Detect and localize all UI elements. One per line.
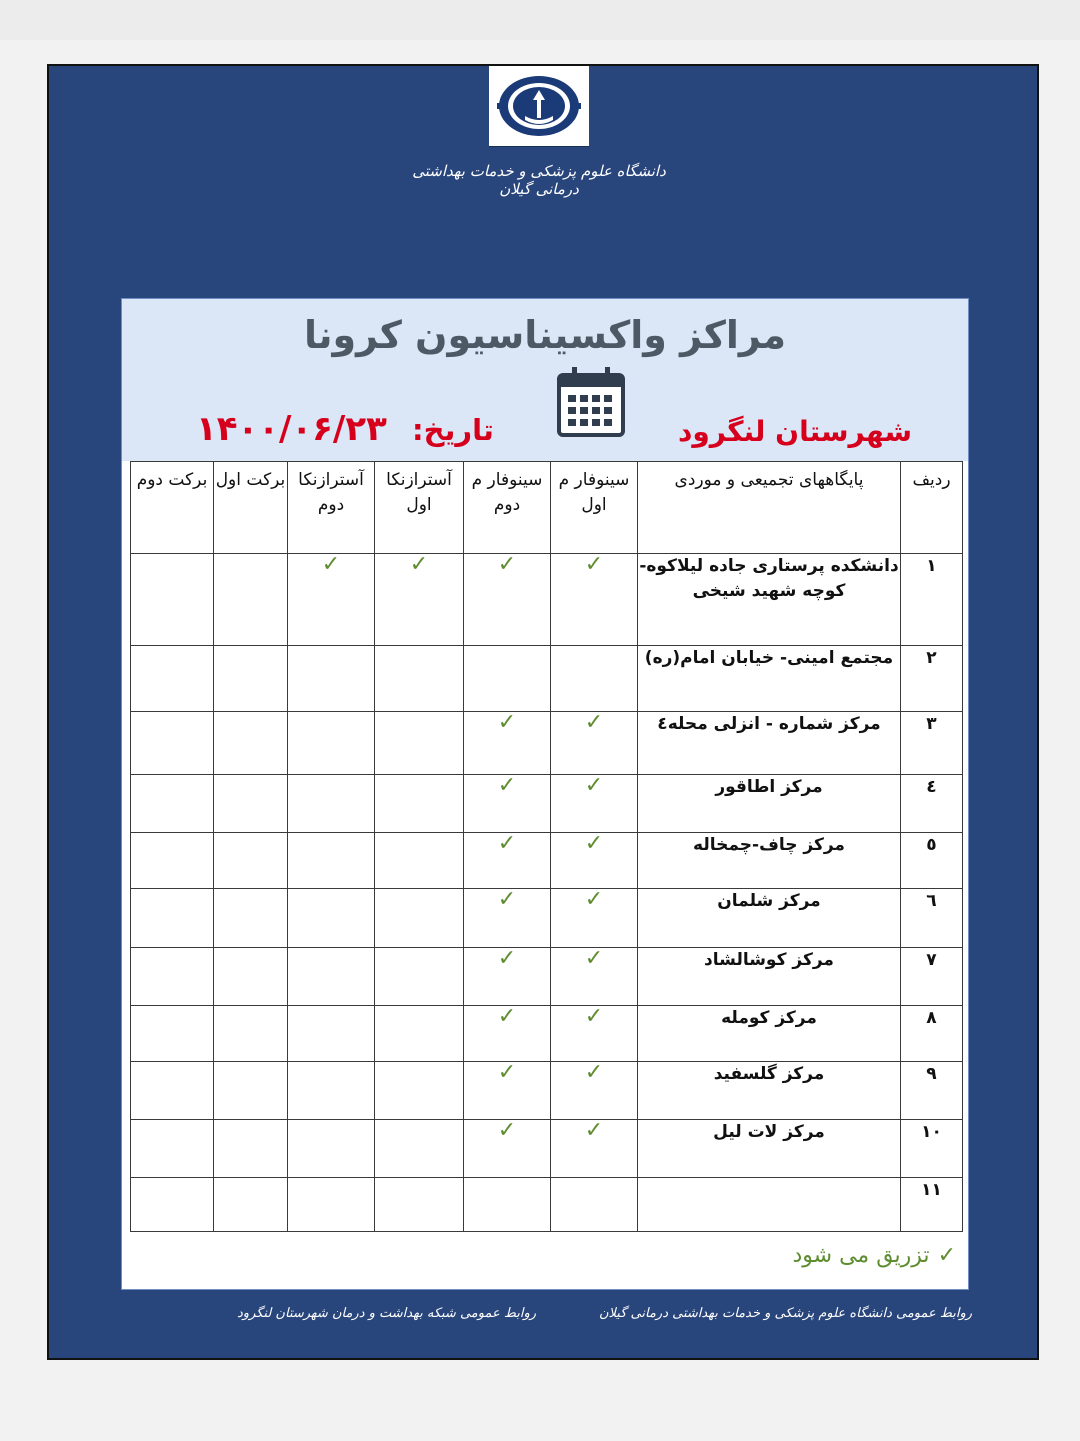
check-icon: ✓ — [497, 887, 517, 912]
barekat-first-cell — [214, 833, 288, 889]
site-name: مرکز شماره - انزلی محله٤ — [638, 712, 901, 775]
astrazeneca-first-cell — [375, 1120, 464, 1178]
row-number: ۱ — [901, 554, 963, 646]
row-number: ٤ — [901, 775, 963, 833]
header-astrazeneca-first: آسترازنکا اول — [375, 462, 464, 554]
footer-network-pr: روابط عمومی شبکه بهداشت و درمان شهرستان لنگرود — [237, 1306, 537, 1321]
header-astrazeneca-second: آسترازنکا دوم — [288, 462, 375, 554]
calendar-icon — [556, 365, 626, 439]
check-icon: ✓ — [584, 1060, 604, 1085]
table-row — [131, 1178, 963, 1232]
sinopharm-second-cell — [464, 646, 551, 712]
site-name: دانشکده پرستاری جاده لیلاکوه- کوچه شهید شیخی — [638, 554, 901, 646]
check-icon: ✓ — [584, 831, 604, 856]
barekat-first-cell — [214, 775, 288, 833]
barekat-first-cell — [214, 1178, 288, 1232]
astrazeneca-first-cell — [375, 1178, 464, 1232]
city-name: شهرستان لنگرود — [678, 415, 912, 448]
astrazeneca-first-cell — [375, 554, 464, 646]
barekat-first-cell — [214, 554, 288, 646]
check-icon: ✓ — [937, 1243, 956, 1268]
table-row — [131, 948, 963, 1006]
poster — [47, 64, 1039, 1360]
astrazeneca-first-cell — [375, 712, 464, 775]
university-emblem-icon — [489, 66, 589, 146]
astrazeneca-second-cell — [288, 948, 375, 1006]
sinopharm-second-cell — [464, 833, 551, 889]
row-number: ۲ — [901, 646, 963, 712]
check-icon: ✓ — [497, 710, 517, 735]
astrazeneca-second-cell — [288, 833, 375, 889]
footer-university-pr: روابط عمومی دانشگاه علوم پزشکی و خدمات بهداشتی درمانی گیلان — [599, 1306, 973, 1321]
site-name: مجتمع امینی- خیابان امام(ره) — [638, 646, 901, 712]
row-number: ۳ — [901, 712, 963, 775]
header-sinopharm-first: سینوفار م اول — [551, 462, 638, 554]
astrazeneca-second-cell — [288, 1006, 375, 1062]
sinopharm-first-cell — [551, 646, 638, 712]
sinopharm-first-cell — [551, 554, 638, 646]
row-number: ۸ — [901, 1006, 963, 1062]
sinopharm-second-cell — [464, 889, 551, 948]
astrazeneca-second-cell — [288, 712, 375, 775]
check-icon: ✓ — [497, 773, 517, 798]
table-row — [131, 1006, 963, 1062]
barekat-second-cell — [131, 775, 214, 833]
page-title: مراکز واکسیناسیون کرونا — [303, 313, 787, 357]
sinopharm-second-cell — [464, 1178, 551, 1232]
site-name: مرکز چاف-چمخاله — [638, 833, 901, 889]
sinopharm-first-cell — [551, 1120, 638, 1178]
sinopharm-second-cell — [464, 1062, 551, 1120]
check-icon: ✓ — [584, 887, 604, 912]
barekat-second-cell — [131, 1120, 214, 1178]
table-row — [131, 554, 963, 646]
check-icon: ✓ — [497, 552, 517, 577]
row-number: ۱۰ — [901, 1120, 963, 1178]
header-band — [122, 299, 968, 461]
row-number: ۱۱ — [901, 1178, 963, 1232]
astrazeneca-first-cell — [375, 1006, 464, 1062]
header-row-number: ردیف — [901, 462, 963, 554]
astrazeneca-second-cell — [288, 646, 375, 712]
university-name: دانشگاه علوم پزشکی و خدمات بهداشتی درمانی گیلان — [412, 162, 666, 198]
legend — [793, 1243, 957, 1268]
header-barekat-second: برکت دوم — [131, 462, 214, 554]
sinopharm-first-cell — [551, 948, 638, 1006]
astrazeneca-first-cell — [375, 833, 464, 889]
check-icon: ✓ — [497, 831, 517, 856]
header-site: پایگاههای تجمیعی و موردی — [638, 462, 901, 554]
site-name: مرکز شلمان — [638, 889, 901, 948]
header-barekat-first: برکت اول — [214, 462, 288, 554]
site-name: مرکز اطاقور — [638, 775, 901, 833]
astrazeneca-first-cell — [375, 646, 464, 712]
sinopharm-second-cell — [464, 948, 551, 1006]
check-icon: ✓ — [584, 710, 604, 735]
table-row — [131, 775, 963, 833]
astrazeneca-second-cell — [288, 1120, 375, 1178]
top-bar — [0, 0, 1080, 40]
sinopharm-first-cell — [551, 712, 638, 775]
barekat-second-cell — [131, 712, 214, 775]
date-label: تاریخ: — [412, 413, 494, 447]
content-panel — [121, 298, 969, 1290]
sinopharm-second-cell — [464, 712, 551, 775]
check-icon: ✓ — [584, 773, 604, 798]
check-icon: ✓ — [497, 1118, 517, 1143]
sinopharm-first-cell — [551, 1006, 638, 1062]
sinopharm-first-cell — [551, 1178, 638, 1232]
barekat-second-cell — [131, 1062, 214, 1120]
astrazeneca-first-cell — [375, 889, 464, 948]
astrazeneca-second-cell — [288, 554, 375, 646]
astrazeneca-second-cell — [288, 1178, 375, 1232]
vaccination-table — [130, 461, 963, 1232]
barekat-second-cell — [131, 948, 214, 1006]
barekat-first-cell — [214, 1006, 288, 1062]
header-sinopharm-second: سینوفار م دوم — [464, 462, 551, 554]
barekat-second-cell — [131, 1178, 214, 1232]
check-icon: ✓ — [497, 1004, 517, 1029]
astrazeneca-first-cell — [375, 775, 464, 833]
barekat-second-cell — [131, 889, 214, 948]
site-name: مرکز کوشالشاد — [638, 948, 901, 1006]
astrazeneca-first-cell — [375, 948, 464, 1006]
check-icon: ✓ — [321, 552, 341, 577]
sinopharm-second-cell — [464, 554, 551, 646]
check-icon: ✓ — [584, 1004, 604, 1029]
barekat-first-cell — [214, 948, 288, 1006]
site-name: مرکز گلسفید — [638, 1062, 901, 1120]
sinopharm-second-cell — [464, 1006, 551, 1062]
sinopharm-second-cell — [464, 1120, 551, 1178]
astrazeneca-first-cell — [375, 1062, 464, 1120]
sinopharm-first-cell — [551, 1062, 638, 1120]
row-number: ٦ — [901, 889, 963, 948]
table-row — [131, 1062, 963, 1120]
barekat-first-cell — [214, 646, 288, 712]
row-number: ۷ — [901, 948, 963, 1006]
site-name: مرکز کومله — [638, 1006, 901, 1062]
astrazeneca-second-cell — [288, 889, 375, 948]
check-icon: ✓ — [497, 1060, 517, 1085]
table-row — [131, 646, 963, 712]
astrazeneca-second-cell — [288, 1062, 375, 1120]
sinopharm-second-cell — [464, 775, 551, 833]
sinopharm-first-cell — [551, 833, 638, 889]
university-logo — [489, 66, 589, 147]
date-value: ۱۴۰۰/۰۶/۲۳ — [196, 409, 387, 449]
sinopharm-first-cell — [551, 775, 638, 833]
row-number: ٥ — [901, 833, 963, 889]
table-row — [131, 712, 963, 775]
table-header-row — [131, 462, 963, 554]
barekat-second-cell — [131, 833, 214, 889]
site-name: مرکز لات لیل — [638, 1120, 901, 1178]
site-name — [638, 1178, 901, 1232]
barekat-first-cell — [214, 712, 288, 775]
barekat-second-cell — [131, 554, 214, 646]
barekat-first-cell — [214, 889, 288, 948]
barekat-first-cell — [214, 1062, 288, 1120]
check-icon: ✓ — [584, 946, 604, 971]
table-row — [131, 1120, 963, 1178]
astrazeneca-second-cell — [288, 775, 375, 833]
legend-text: تزریق می شود — [792, 1243, 930, 1268]
sinopharm-first-cell — [551, 889, 638, 948]
check-icon: ✓ — [584, 552, 604, 577]
barekat-first-cell — [214, 1120, 288, 1178]
check-icon: ✓ — [409, 552, 429, 577]
check-icon: ✓ — [584, 1118, 604, 1143]
barekat-second-cell — [131, 1006, 214, 1062]
check-icon: ✓ — [497, 946, 517, 971]
table-row — [131, 889, 963, 948]
table-row — [131, 833, 963, 889]
row-number: ۹ — [901, 1062, 963, 1120]
barekat-second-cell — [131, 646, 214, 712]
